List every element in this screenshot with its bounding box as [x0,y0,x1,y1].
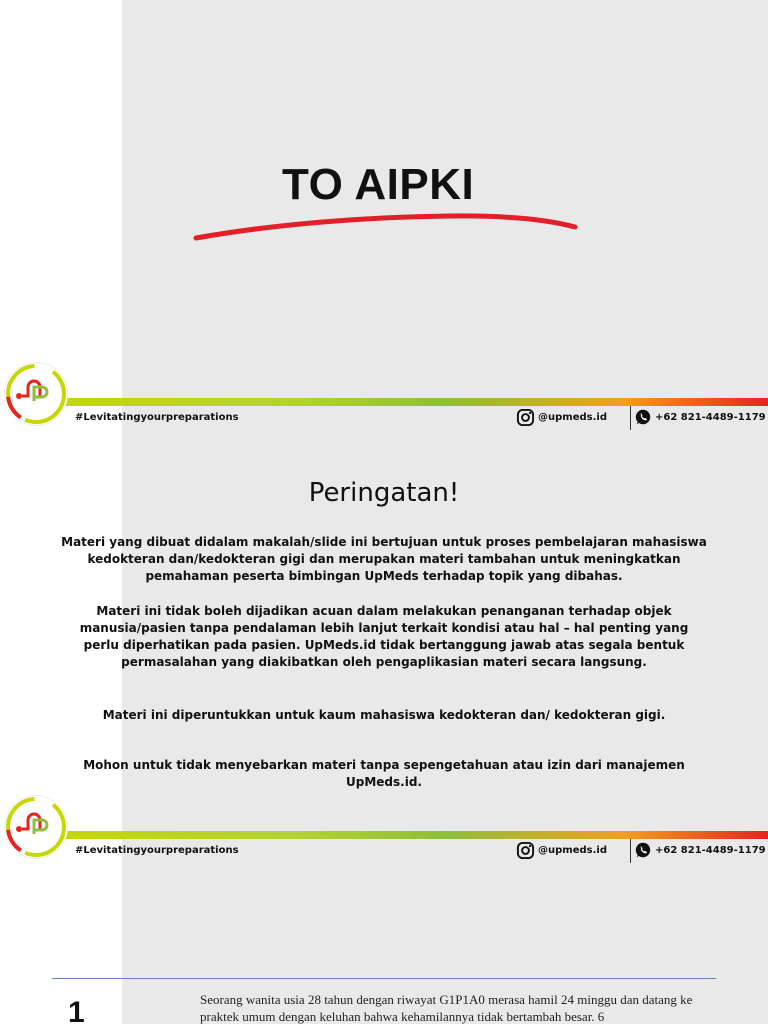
title-underline [190,208,585,248]
footer-bar [0,796,768,856]
instagram-handle: @upmeds.id [538,412,607,423]
whatsapp-number: +62 821-4489-1179 [655,844,766,856]
question-slide [0,862,768,1029]
slide-title: TO AIPKI [282,160,475,209]
whatsapp-icon [634,408,652,426]
whatsapp-contact[interactable] [634,841,766,859]
instagram-icon [516,408,535,427]
upmeds-logo-icon [5,796,67,858]
whatsapp-contact[interactable] [634,408,766,426]
footer-stripe [45,831,768,839]
hashtag-text: #Levitatingyourpreparations [75,412,239,423]
warning-paragraph-4: Mohon untuk tidak menyebarkan materi tanpa sepengetahuan atau izin dari manajemen UpMeds.id. [83,758,685,789]
instagram-icon [516,841,535,860]
hashtag-text: #Levitatingyourpreparations [75,845,239,856]
question-rule [52,978,716,979]
instagram-handle: @upmeds.id [538,845,607,856]
question-number: 1 [68,996,85,1029]
footer-stripe [45,398,768,406]
instagram-contact[interactable] [516,408,607,427]
footer-divider [630,406,631,430]
footer-bar [0,363,768,423]
instagram-contact[interactable] [516,841,607,860]
title-slide [0,0,768,430]
question-text: Seorang wanita usia 28 tahun dengan riwayat G1P1A0 merasa hamil 24 minggu dan datang ke praktek umum dengan keluhan bahwa kehamilannya tidak bertambah besar. 6 [200,992,693,1024]
footer-divider [630,839,631,863]
warning-paragraph-1: Materi yang dibuat didalam makalah/slide ini bertujuan untuk proses pembelajaran mahasiswa kedokteran dan/kedokteran gigi dan merupakan materi tambahan untuk meningkatkan pemahaman peserta bimbingan UpMeds terhadap topik yang dibahas. [61,535,707,583]
warning-paragraph-2: Materi ini tidak boleh dijadikan acuan dalam melakukan penanganan terhadap objek manusia/pasien tanpa pendalaman lebih lanjut terkait kondisi atau hal – hal penting yang perlu diperhatikan pada pasien. UpMeds.id tidak bertanggung jawab atas segala bentuk permasalahan yang diakibatkan oleh pengaplikasian materi secara langsung. [79,604,689,669]
whatsapp-icon [634,841,652,859]
upmeds-logo [5,363,67,425]
warning-slide [0,430,768,862]
upmeds-logo [5,796,67,858]
warning-paragraph-3: Materi ini diperuntukkan untuk kaum mahasiswa kedokteran dan/ kedokteran gigi. [102,708,666,722]
whatsapp-number: +62 821-4489-1179 [655,411,766,423]
warning-heading: Peringatan! [308,478,460,508]
upmeds-logo-icon [5,363,67,425]
